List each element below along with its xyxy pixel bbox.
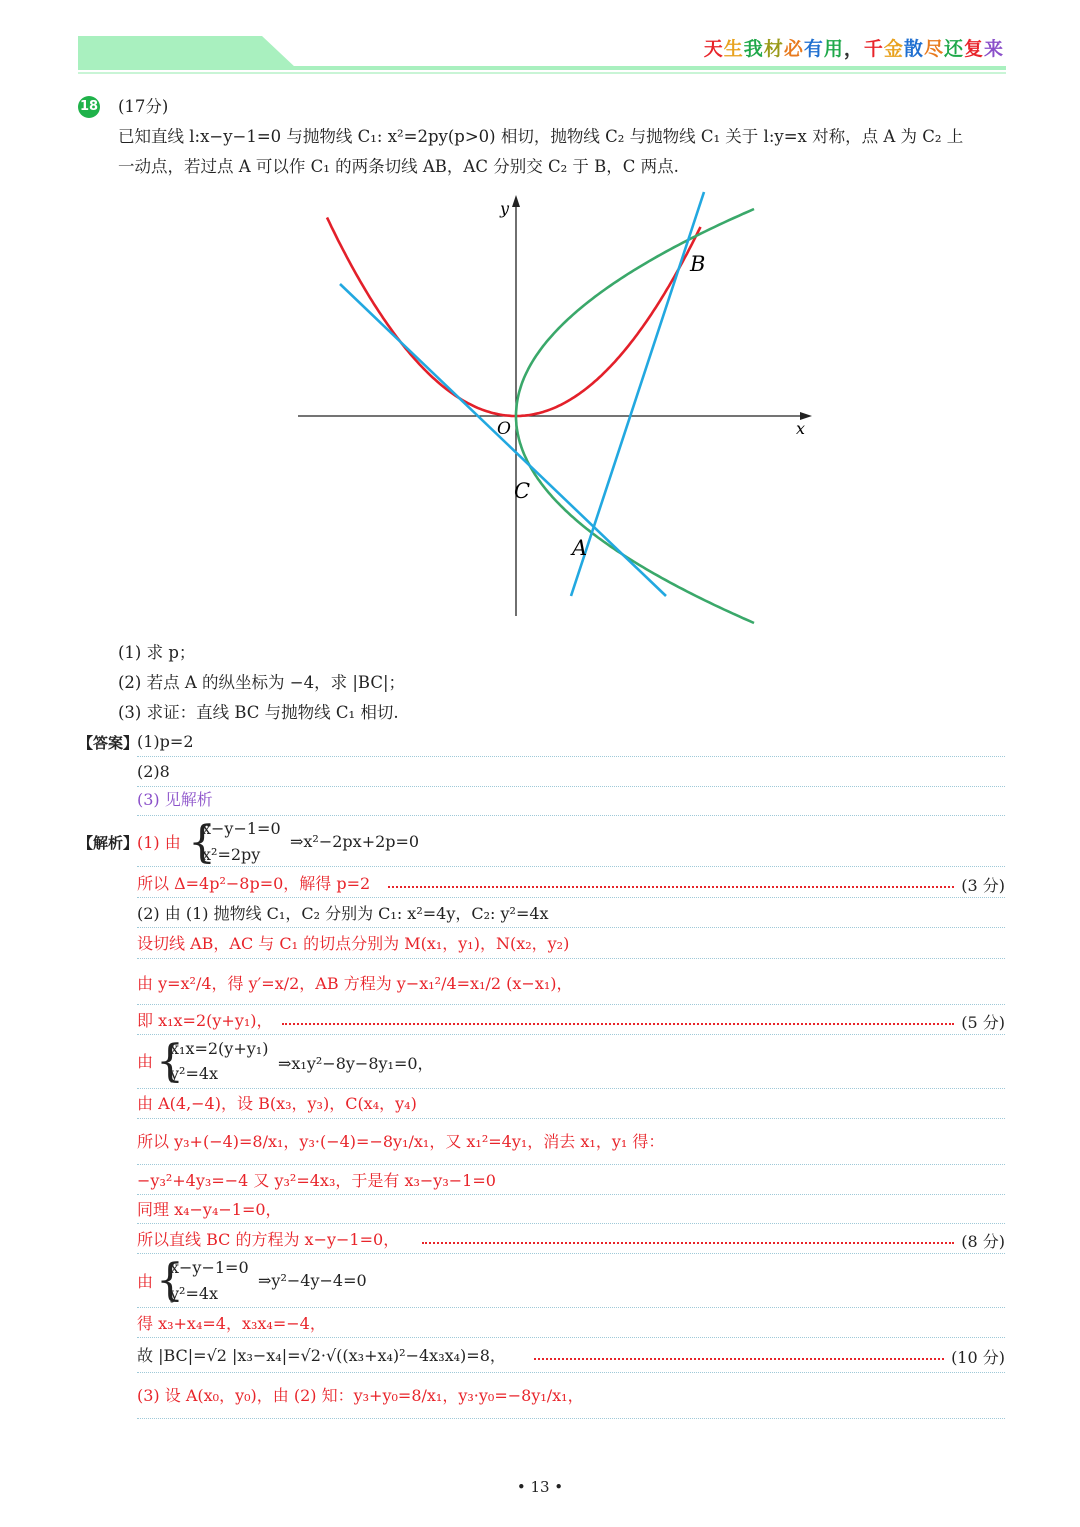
solution-step-4: 设切线 AB，AC 与 C₁ 的切点分别为 M(x₁，y₁)，N(x₂，y₂) [137, 934, 570, 953]
solution-label: 【解析】 [78, 834, 139, 852]
system-eq-b: x²=2py [202, 845, 261, 864]
solution-step-15: 故 |BC|=√2 |x₃−x₄|=√2·√((x₃+x₄)²−4x₃x₄)=8， [137, 1346, 506, 1365]
system-brace: { [188, 817, 216, 868]
separator [137, 1194, 1005, 1195]
score-5: (5 分) [961, 1013, 1005, 1032]
score-8: (8 分) [961, 1232, 1005, 1251]
part-3: (3) 求证：直线 BC 与抛物线 C₁ 相切. [118, 703, 399, 722]
separator [137, 815, 1005, 816]
label-y: y [500, 199, 510, 218]
separator [137, 1372, 1005, 1373]
solution-step-14: 得 x₃+x₄=4，x₃x₄=−4， [137, 1314, 326, 1333]
separator [137, 866, 1005, 867]
separator [137, 1118, 1005, 1119]
system-brace: { [156, 1255, 184, 1306]
solution-step-3: (2) 由 (1) 抛物线 C₁，C₂ 分别为 C₁: x²=4y，C₂: y²=4x [137, 904, 549, 923]
score-leader [388, 886, 954, 888]
score-3: (3 分) [961, 876, 1005, 895]
system-eq-b: y²=4x [170, 1064, 219, 1083]
motto-char: ， [843, 38, 864, 60]
label-origin: O [497, 419, 511, 439]
answer-item-1: (1)p=2 [137, 732, 194, 751]
separator [137, 1164, 1005, 1165]
motto-char: 我 [743, 38, 764, 60]
separator [137, 1034, 1005, 1035]
score-leader [282, 1023, 954, 1025]
score-10: (10 分) [951, 1348, 1005, 1367]
system-result: ⇒y²−4y−4=0 [258, 1271, 367, 1290]
motto-char: 必 [783, 38, 804, 60]
answer-label: 【答案】 [78, 734, 139, 752]
answer-item-3: (3) 见解析 [137, 790, 213, 809]
solution-step-7-prefix: 由 [137, 1052, 154, 1071]
system-eq-a: x−y−1=0 [202, 819, 281, 838]
system-eq-a: x−y−1=0 [170, 1258, 249, 1277]
parabola-figure [0, 0, 1080, 640]
separator [137, 958, 1005, 959]
solution-step-11: 同理 x₄−y₄−1=0， [137, 1200, 282, 1219]
system-brace: { [156, 1036, 184, 1087]
question-stem-line-2: 一动点，若过点 A 可以作 C₁ 的两条切线 AB，AC 分别交 C₂ 于 B，C 两点. [118, 157, 679, 176]
motto-char: 材 [763, 38, 784, 60]
page-number: • 13 • [516, 1478, 564, 1496]
separator [137, 1253, 1005, 1254]
solution-step-1-prefix: (1) 由 [137, 833, 181, 852]
label-point-c: C [514, 479, 531, 503]
motto-char: 复 [963, 38, 984, 60]
solution-step-2: 所以 Δ=4p²−8p=0，解得 p=2 [137, 874, 371, 893]
motto-char: 用 [823, 38, 844, 60]
motto-char: 天 [703, 38, 724, 60]
system-result: ⇒x²−2px+2p=0 [290, 832, 420, 851]
separator [137, 1223, 1005, 1224]
motto-char: 有 [803, 38, 824, 60]
motto-char: 尽 [923, 38, 944, 60]
parabola-c1 [327, 218, 701, 417]
motto-char: 还 [943, 38, 964, 60]
question-stem-line-1: 已知直线 l:x−y−1=0 与抛物线 C₁: x²=2py(p>0) 相切，抛物线 C₂ 与抛物线 C₁ 关于 l:y=x 对称，点 A 为 C₂ 上 [118, 127, 964, 146]
solution-step-6: 即 x₁x=2(y+y₁)， [137, 1011, 273, 1030]
tangent-line-ac [340, 284, 666, 596]
motto-char: 生 [723, 38, 744, 60]
solution-step-16: (3) 设 A(x₀，y₀)，由 (2) 知：y₃+y₀=8/x₁，y₃·y₀=−8y₁/x₁， [137, 1386, 584, 1405]
part-2: (2) 若点 A 的纵坐标为 −4，求 |BC|； [118, 673, 406, 692]
separator [137, 1004, 1005, 1005]
motto-char: 散 [903, 38, 924, 60]
solution-step-9: 所以 y₃+(−4)=8/x₁，y₃·(−4)=−8y₁/x₁，又 x₁²=4y₁，消去 x₁，y₁ 得： [137, 1132, 665, 1151]
separator [137, 1088, 1005, 1089]
separator [137, 897, 1005, 898]
solution-step-8: 由 A(4,−4)，设 B(x₃，y₃)，C(x₄，y₄) [137, 1094, 417, 1113]
question-points: (17分) [118, 97, 169, 116]
solution-step-13-prefix: 由 [137, 1272, 154, 1291]
motto-char: 金 [883, 38, 904, 60]
separator [137, 786, 1005, 787]
score-leader [534, 1358, 944, 1360]
separator [137, 1307, 1005, 1308]
separator [137, 1418, 1005, 1419]
system-eq-a: x₁x=2(y+y₁) [170, 1039, 269, 1058]
system-eq-b: y²=4x [170, 1284, 219, 1303]
solution-step-5: 由 y=x²/4，得 y′=x/2，AB 方程为 y−x₁²/4=x₁/2 (x−x₁)， [137, 974, 573, 993]
score-leader [422, 1242, 954, 1244]
separator [137, 756, 1005, 757]
solution-step-10: −y₃²+4y₃=−4 又 y₃²=4x₃，于是有 x₃−y₃−1=0 [137, 1171, 496, 1190]
motto-char: 来 [983, 38, 1004, 60]
separator [137, 1337, 1005, 1338]
solution-step-12: 所以直线 BC 的方程为 x−y−1=0， [137, 1230, 400, 1249]
question-number-badge: 18 [78, 96, 100, 118]
y-axis-arrow [512, 195, 520, 207]
label-point-a: A [572, 536, 588, 560]
answer-item-2: (2)8 [137, 762, 170, 781]
label-x: x [796, 419, 806, 438]
part-1: (1) 求 p； [118, 643, 196, 662]
tangent-line-ab [571, 192, 704, 596]
system-result: ⇒x₁y²−8y−8y₁=0， [278, 1054, 434, 1073]
label-point-b: B [690, 252, 706, 276]
motto-char: 千 [863, 38, 884, 60]
separator [137, 927, 1005, 928]
